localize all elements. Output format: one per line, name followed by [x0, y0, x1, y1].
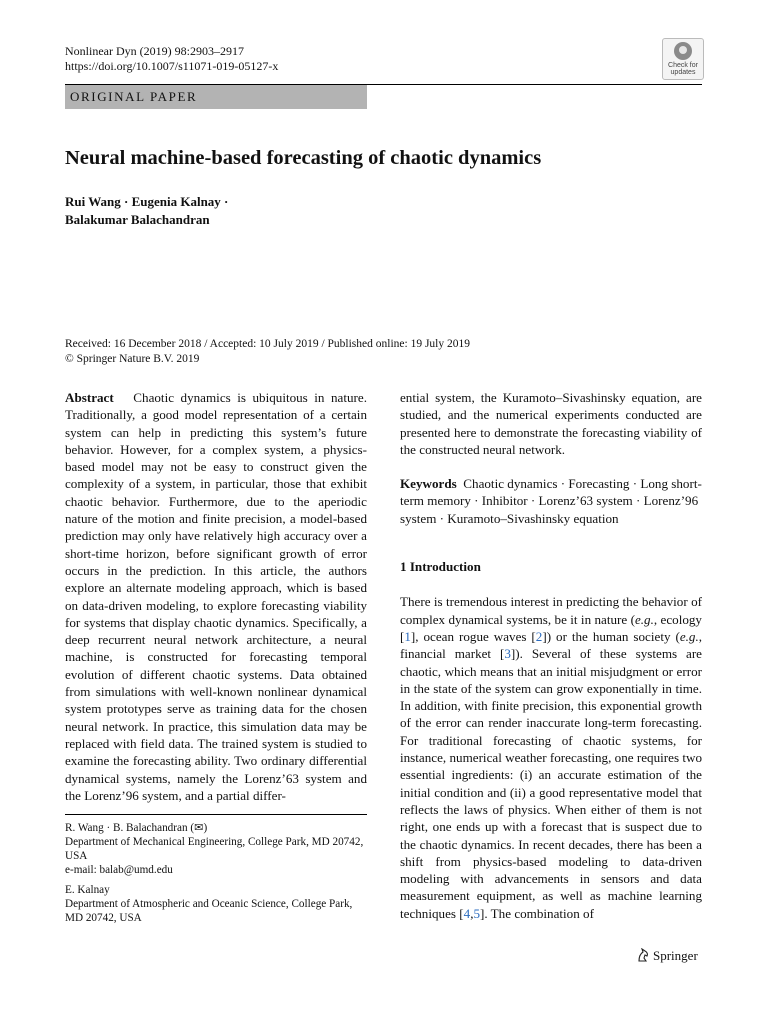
- author-list: [65, 193, 228, 229]
- citation-link-4[interactable]: 4: [463, 905, 471, 921]
- springer-horse-icon: [636, 948, 650, 962]
- affiliation-1-email[interactable]: e-mail: balab@umd.edu: [65, 864, 173, 876]
- publisher-name: Springer: [653, 948, 698, 963]
- citation-link-1[interactable]: 1: [404, 628, 411, 644]
- keywords-label: Keywords: [400, 476, 457, 492]
- footnote-rule: [65, 814, 367, 815]
- authors-line-1: Rui Wang · Eugenia Kalnay ·: [65, 194, 229, 209]
- affiliation-1-names: R. Wang · B. Balachandran (✉): [65, 822, 208, 834]
- authors-line-2: Balakumar Balachandran: [65, 212, 210, 227]
- abstract-continuation: ential system, the Kuramoto–Sivashinsky equation, are studied, and the numerical experiments conducted are presented here to demonstrate the forecasting viability of the constructed neural network.: [400, 390, 702, 457]
- journal-info: [65, 44, 278, 74]
- journal-citation: Nonlinear Dyn (2019) 98:2903–2917: [65, 44, 244, 58]
- article-type-badge: [65, 85, 367, 109]
- paper-title: Neural machine-based forecasting of chaotic dynamics: [65, 147, 542, 169]
- affiliation-2: [65, 883, 367, 925]
- article-type-label: ORIGINAL PAPER: [70, 89, 198, 104]
- introduction-paragraph: [400, 593, 702, 922]
- intro-text-7: ,: [470, 905, 474, 921]
- copyright-line: © Springer Nature B.V. 2019: [65, 353, 200, 365]
- abstract-paragraph: [65, 389, 367, 804]
- section-heading-introduction: 1 Introduction: [400, 559, 481, 575]
- publisher-logo: [636, 948, 698, 964]
- affiliation-2-dept: Department of Atmospheric and Oceanic Science, College Park, MD 20742, USA: [65, 898, 353, 924]
- intro-text-6: ]). Several of these systems are chaotic, which means that an initial misjudgment or error in the state of the system can grow exponentially in time. In addition, with finite precision, this exponential growth of the error can render inaccurate long-term forecasting. For traditional forecasting of chaotic systems, for instance, numerical weather forecasting, one requires two essential ingredients: (i) an accurate estimation of the initial condition and (ii) a good representative model that reflects the laws of physics. When either of them is not right, one ends up with a forecast that is suspect due to the chaotic dynamics. In recent decades, there has been a shift from physics-based modeling to data-driven modeling with advancements in sensors and data measurement equipment, as well as machine learning techniques [: [400, 646, 702, 921]
- check-for-updates-button[interactable]: [662, 38, 704, 80]
- right-column: [400, 389, 702, 922]
- left-column: [65, 389, 367, 804]
- intro-eg-2: e.g.: [679, 628, 699, 644]
- abstract-label: Abstract: [65, 390, 114, 405]
- intro-eg-1: e.g.: [634, 611, 654, 627]
- citation-link-5[interactable]: 5: [473, 905, 481, 921]
- intro-text-2: , ecology [: [400, 611, 702, 644]
- received-accepted-published: Received: 16 December 2018 / Accepted: 10 July 2019 / Published online: 19 July 2019: [65, 338, 470, 350]
- intro-text-5: , financial market [: [400, 628, 703, 662]
- intro-text-4: ]) or the human society (: [542, 628, 680, 644]
- crossmark-label-2: updates: [670, 69, 696, 76]
- citation-link-2[interactable]: 2: [535, 628, 543, 644]
- crossmark-icon: [674, 42, 692, 60]
- affiliation-2-name: E. Kalnay: [65, 884, 110, 896]
- doi-link[interactable]: https://doi.org/10.1007/s11071-019-05127-x: [65, 59, 279, 73]
- crossmark-label-1: Check for: [668, 62, 698, 69]
- abstract-text-left: Chaotic dynamics is ubiquitous in nature. Traditionally, a good model representation of a certain system can help in predicting this system’s future behavior. However, for a complex system, a physics-based model may not be easy to construct given the complexity of a system, in particular, those that exhibit chaotic behavior. Furthermore, due to the aperiodic nature of the motion and finite precision, a model-based prediction may only have relatively high accuracy over a short-time horizon, before significant growth of error occurs in the prediction. In this article, the authors explore an alternate modeling approach, which is based on data-driven modeling, to explore forecasting viability for systems that display chaotic dynamics. Specifically, a deep recurrent neural network architecture, a neural machine, is constructed for forecasting temporal evolution of different chaotic systems. Data obtained from simulations with well-known nonlinear dynamical system prototypes serve as training data for the chosen neural network. In practice, this simulation data may be replaced with field data. The trained system is studied to examine the forecasting ability. Two ordinary differential dynamical systems, namely the Lorenz’63 system and the Lorenz’96 system, and a partial differ-: [65, 390, 367, 803]
- citation-link-3[interactable]: 3: [504, 646, 511, 662]
- intro-text-1: There is tremendous interest in predicting the behavior of complex dynamical systems, be it in nature (: [400, 594, 702, 627]
- affiliation-1-dept: Department of Mechanical Engineering, College Park, MD 20742, USA: [65, 836, 364, 862]
- intro-text-3: ], ocean rogue waves [: [410, 628, 536, 644]
- publication-dates: [65, 337, 470, 367]
- intro-text-8: ]. The combination of: [480, 905, 594, 921]
- keywords-paragraph: [400, 475, 702, 527]
- affiliation-1: [65, 821, 367, 877]
- keywords-text: Chaotic dynamics · Forecasting · Long short-term memory · Inhibitor · Lorenz’63 system · Lorenz’96 system · Kuramoto–Sivashinsky equation: [400, 476, 702, 526]
